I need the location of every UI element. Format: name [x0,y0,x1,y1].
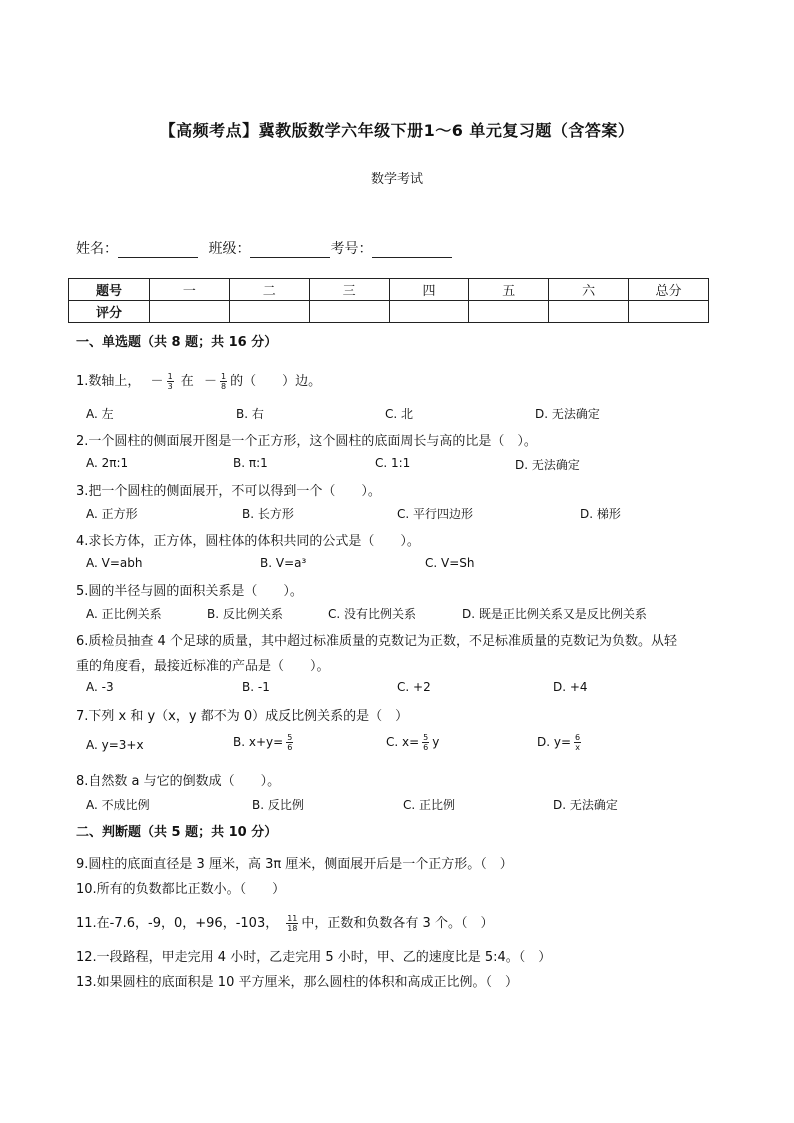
option[interactable]: A. V=abh [86,556,143,570]
question-4: 4.求长方体，正方体，圆柱体的体积共同的公式是（ ）。 [76,534,420,549]
question-12: 12.一段路程，甲走完用 4 小时，乙走完用 5 小时，甲、乙的速度比是 5:4。（ ） [76,950,552,965]
name-blank[interactable] [118,243,198,258]
option[interactable]: A. y=3+x [86,738,144,752]
option[interactable]: C. 平行四边形 [397,507,474,521]
score-header-cell: 总分 [629,279,709,301]
option[interactable]: D. 无法确定 [515,458,580,472]
document-subtitle: 数学考试 [370,172,423,187]
document-title: 【高频考点】冀教版数学六年级下册1～6 单元复习题（含答案） [159,121,635,140]
option-label: C. x= [386,735,420,749]
fraction [286,914,298,933]
question-13: 13.如果圆柱的底面积是 10 平方厘米，那么圆柱的体积和高成正比例。（ ） [76,975,518,990]
question-8: 8.自然数 a 与它的倒数成（ ）。 [76,774,281,789]
score-row-label: 评分 [69,301,150,323]
class-label: 班级： [208,241,251,257]
question-2: 2.一个圆柱的侧面展开图是一个正方形，这个圆柱的底面周长与高的比是（ ）。 [76,434,537,449]
option[interactable]: D. 无法确定 [535,407,600,421]
fraction [574,733,581,752]
question-text: 中，正数和负数各有 3 个。（ ） [301,916,494,931]
score-header-cell: 六 [549,279,629,301]
numerator: 1 [167,372,173,381]
option[interactable]: B. 长方形 [242,507,294,521]
section-heading-true-false: 二、判断题（共 5 题；共 10 分） [76,825,278,840]
option[interactable]: B. π:1 [233,456,268,470]
question-5: 5.圆的半径与圆的面积关系是（ ）。 [76,584,303,599]
denominator: x [575,743,580,752]
option[interactable]: D. +4 [553,680,588,694]
option[interactable]: C. 北 [385,407,414,421]
fraction [167,372,174,391]
option[interactable]: A. 不成比例 [86,798,150,812]
numerator: 1 [220,372,227,381]
question-11 [76,912,493,933]
denominator: 6 [287,743,293,752]
question-3: 3.把一个圆柱的侧面展开，不可以得到一个（ ）。 [76,484,381,499]
option[interactable]: C. 没有比例关系 [328,607,417,621]
question-text: 的（ ）边。 [230,374,322,389]
exam-no-blank[interactable] [372,243,452,258]
option[interactable]: D. 既是正比例关系又是反比例关系 [462,607,647,621]
score-cell[interactable] [549,301,629,323]
numerator: 5 [423,733,429,742]
question-1 [76,370,321,391]
option-label: y [432,735,440,749]
denominator: 8 [220,382,227,391]
score-header-cell: 一 [150,279,230,301]
option[interactable]: C. +2 [397,680,431,694]
score-table-header-row [69,279,709,301]
option[interactable]: C. V=Sh [425,556,475,570]
question-10: 10.所有的负数都比正数小。（ ） [76,882,286,897]
option[interactable]: C. 1:1 [375,456,411,470]
question-text: 1.数轴上， [76,374,141,389]
option-label: B. x+y= [233,735,284,749]
question-7: 7.下列 x 和 y（x，y 都不为 0）成反比例关系的是（ ） [76,709,409,724]
fraction [422,733,429,752]
option[interactable]: D. 梯形 [580,507,621,521]
score-cell[interactable] [469,301,549,323]
score-header-cell: 四 [389,279,469,301]
score-table [68,278,709,323]
option[interactable]: B. V=a³ [260,556,307,570]
question-9: 9.圆柱的底面直径是 3 厘米，高 3π 厘米，侧面展开后是一个正方形。（ ） [76,857,513,872]
option[interactable] [233,733,296,752]
option[interactable] [386,733,439,752]
denominator: 6 [423,743,429,752]
option[interactable]: A. 左 [86,407,114,421]
minus-sign: － [150,374,164,389]
score-cell[interactable] [150,301,230,323]
score-header-cell: 题号 [69,279,150,301]
question-6-line-1: 6.质检员抽查 4 个足球的质量，其中超过标准质量的克数记为正数，不足标准质量的克数记为负数。从轻 [76,634,677,649]
option[interactable]: A. 正比例关系 [86,607,162,621]
option[interactable]: B. 反比例关系 [207,607,283,621]
option[interactable]: A. -3 [86,680,114,694]
score-cell[interactable] [229,301,309,323]
student-info-row [76,238,452,258]
class-blank[interactable] [250,243,330,258]
score-cell[interactable] [389,301,469,323]
fraction [220,372,227,391]
numerator: 11 [287,914,298,923]
minus-sign: － [203,374,217,389]
option[interactable] [537,733,584,752]
question-6-line-2: 重的角度看，最接近标准的产品是（ ）。 [76,659,330,674]
question-text: 11.在-7.6，-9，0，+96，-103， [76,916,279,931]
option[interactable]: B. 右 [236,407,264,421]
option[interactable]: A. 2π:1 [86,456,129,470]
score-header-cell: 三 [309,279,389,301]
option[interactable]: B. -1 [242,680,270,694]
score-header-cell: 五 [469,279,549,301]
denominator: 3 [167,382,173,391]
option[interactable]: D. 无法确定 [553,798,618,812]
option[interactable]: C. 正比例 [403,798,456,812]
score-header-cell: 二 [229,279,309,301]
score-table-score-row [69,301,709,323]
numerator: 5 [287,733,293,742]
numerator: 6 [575,733,581,742]
option[interactable]: A. 正方形 [86,507,138,521]
score-cell[interactable] [629,301,709,323]
fraction [286,733,293,752]
denominator: 18 [287,924,298,933]
score-cell[interactable] [309,301,389,323]
name-label: 姓名： [76,241,118,257]
section-heading-single-choice: 一、单选题（共 8 题；共 16 分） [76,335,278,350]
exam-no-label: 考号： [330,241,373,257]
question-text: 在 [180,374,194,389]
option[interactable]: B. 反比例 [252,798,304,812]
option-label: D. y= [537,735,572,749]
